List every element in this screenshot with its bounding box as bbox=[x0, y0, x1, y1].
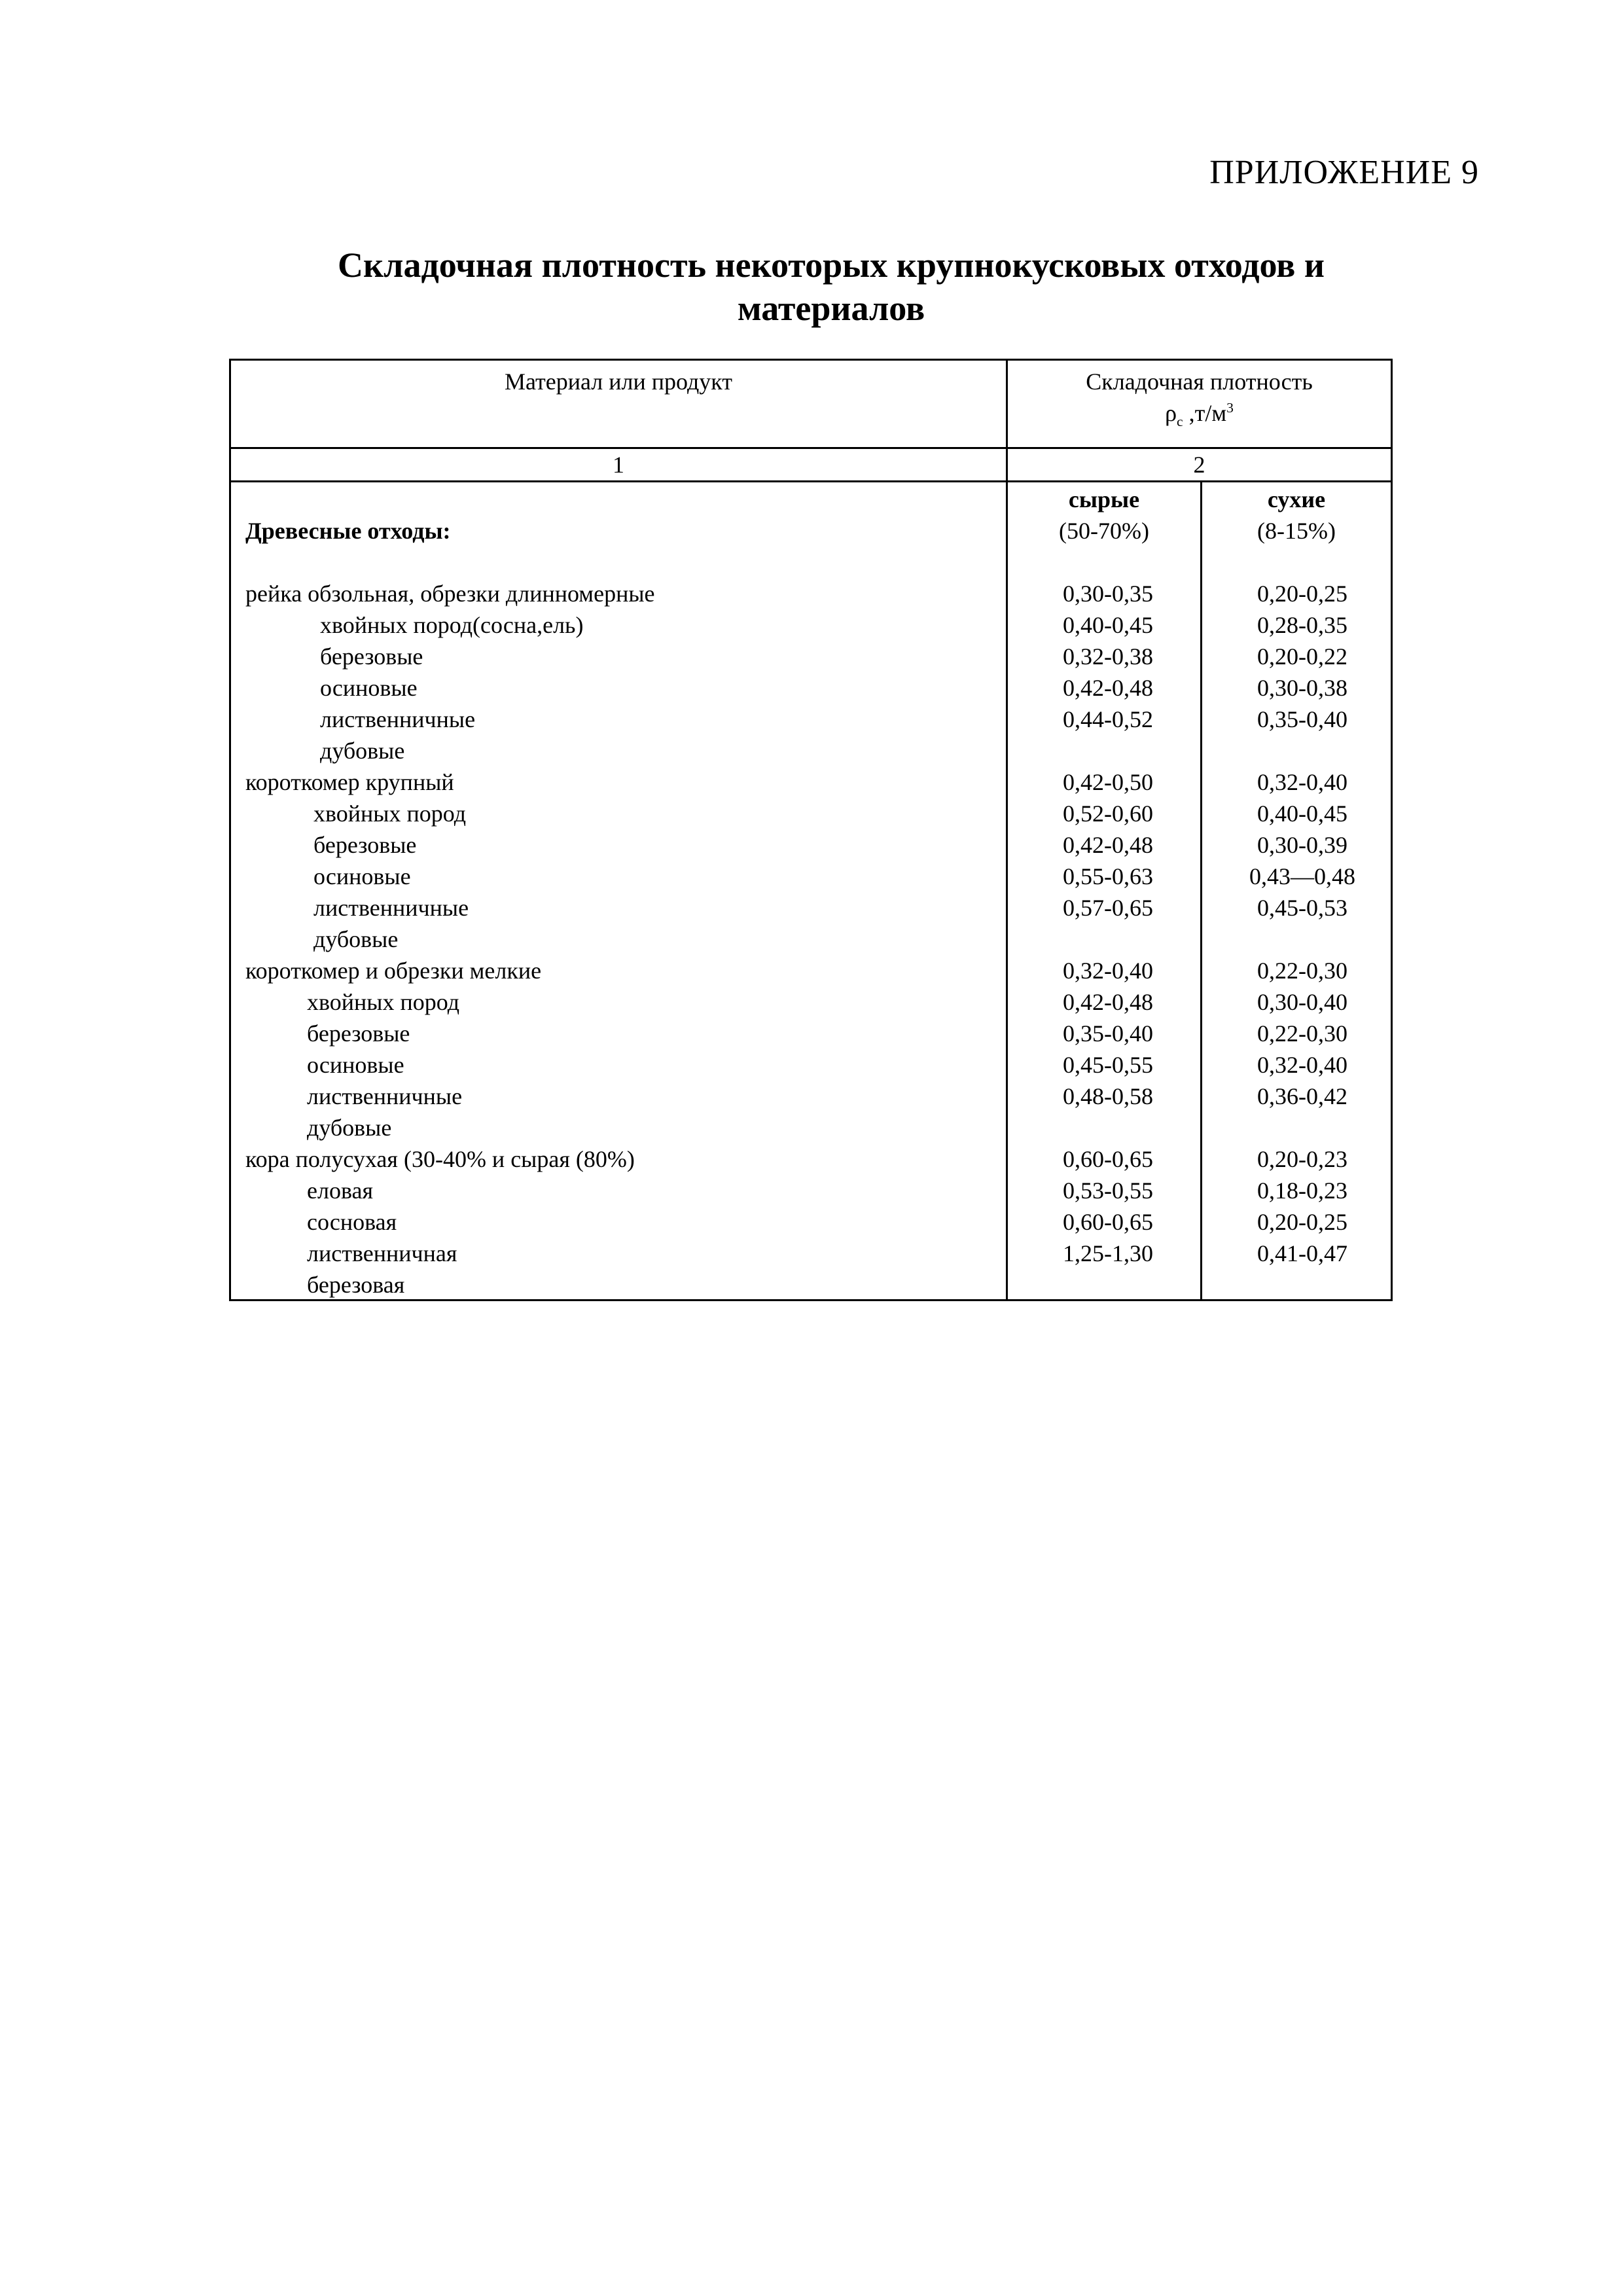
row-material: короткомер крупный bbox=[245, 769, 454, 795]
table-row bbox=[231, 1112, 1391, 1143]
row-dry-density: 0,22-0,30 bbox=[1257, 958, 1347, 984]
title-line-2: материалов bbox=[737, 289, 925, 328]
row-material: лиственничные bbox=[320, 706, 476, 732]
table-row bbox=[231, 609, 1391, 641]
row-material: хвойных пород bbox=[307, 989, 460, 1015]
row-material: лиственничная bbox=[307, 1240, 457, 1266]
row-raw-density: 0,60-0,65 bbox=[1063, 1146, 1153, 1172]
row-dry-density: 0,40-0,45 bbox=[1257, 800, 1347, 827]
row-raw-density: 0,52-0,60 bbox=[1063, 800, 1153, 827]
table-row bbox=[231, 704, 1391, 735]
row-raw-density: 0,57-0,65 bbox=[1063, 895, 1153, 921]
row-raw-density: 0,45-0,55 bbox=[1063, 1052, 1153, 1078]
table-row bbox=[231, 861, 1391, 892]
table-row bbox=[231, 1018, 1391, 1049]
row-dry-density: 0,28-0,35 bbox=[1257, 612, 1347, 638]
header-density bbox=[1008, 366, 1391, 429]
raw-range: (50-70%) bbox=[1059, 518, 1149, 544]
table-row bbox=[231, 892, 1391, 924]
row-dry-density: 0,41-0,47 bbox=[1257, 1240, 1347, 1266]
row-dry-density: 0,45-0,53 bbox=[1257, 895, 1347, 921]
row-raw-density: 0,44-0,52 bbox=[1063, 706, 1153, 732]
density-table bbox=[229, 359, 1393, 1301]
row-material: березовая bbox=[307, 1272, 405, 1298]
table-row bbox=[231, 1206, 1391, 1238]
row-material: лиственничные bbox=[313, 895, 469, 921]
row-raw-density: 0,30-0,35 bbox=[1063, 581, 1153, 607]
table-row bbox=[231, 578, 1391, 609]
column-number-1: 1 bbox=[613, 452, 624, 478]
column-numbers-divider bbox=[231, 480, 1391, 482]
row-raw-density: 0,42-0,48 bbox=[1063, 989, 1153, 1015]
row-dry-density: 0,20-0,22 bbox=[1257, 643, 1347, 670]
row-dry-density: 0,18-0,23 bbox=[1257, 1177, 1347, 1204]
row-material: лиственничные bbox=[307, 1083, 463, 1109]
table-row bbox=[231, 672, 1391, 704]
header-density-unit bbox=[1008, 397, 1391, 429]
row-material: дубовые bbox=[313, 926, 399, 952]
table-row bbox=[231, 766, 1391, 798]
row-dry-density: 0,35-0,40 bbox=[1257, 706, 1347, 732]
table-row bbox=[231, 1049, 1391, 1081]
raw-label: сырые bbox=[1068, 486, 1140, 512]
page-title bbox=[229, 243, 1433, 330]
row-dry-density: 0,22-0,30 bbox=[1257, 1020, 1347, 1047]
dry-range: (8-15%) bbox=[1257, 518, 1336, 544]
table-row bbox=[231, 735, 1391, 766]
row-material: хвойных пород bbox=[313, 800, 467, 827]
table-row bbox=[231, 829, 1391, 861]
row-dry-density: 0,30-0,38 bbox=[1257, 675, 1347, 701]
row-raw-density: 0,32-0,40 bbox=[1063, 958, 1153, 984]
unit-text: ,т/м bbox=[1183, 400, 1227, 426]
row-material: березовые bbox=[307, 1020, 410, 1047]
row-dry-density: 0,20-0,23 bbox=[1257, 1146, 1347, 1172]
table-row bbox=[231, 924, 1391, 955]
row-raw-density: 0,42-0,50 bbox=[1063, 769, 1153, 795]
row-dry-density: 0,20-0,25 bbox=[1257, 1209, 1347, 1235]
row-material: осиновые bbox=[307, 1052, 404, 1078]
row-material: сосновая bbox=[307, 1209, 397, 1235]
row-raw-density: 0,48-0,58 bbox=[1063, 1083, 1153, 1109]
table-row bbox=[231, 1238, 1391, 1269]
row-material: дубовые bbox=[320, 738, 405, 764]
row-raw-density: 0,40-0,45 bbox=[1063, 612, 1153, 638]
row-material: дубовые bbox=[307, 1115, 392, 1141]
row-dry-density: 0,20-0,25 bbox=[1257, 581, 1347, 607]
header-density-title: Складочная плотность bbox=[1086, 368, 1313, 395]
row-material: березовые bbox=[313, 832, 417, 858]
row-raw-density: 0,32-0,38 bbox=[1063, 643, 1153, 670]
row-raw-density: 0,53-0,55 bbox=[1063, 1177, 1153, 1204]
row-dry-density: 0,30-0,40 bbox=[1257, 989, 1347, 1015]
row-raw-density: 0,42-0,48 bbox=[1063, 832, 1153, 858]
row-dry-density: 0,36-0,42 bbox=[1257, 1083, 1347, 1109]
row-raw-density: 0,42-0,48 bbox=[1063, 675, 1153, 701]
title-line-1: Складочная плотность некоторых крупнокусковых отходов и bbox=[338, 245, 1325, 285]
column-number-2: 2 bbox=[1193, 452, 1205, 478]
row-material: осиновые bbox=[313, 863, 411, 889]
table-row bbox=[231, 798, 1391, 829]
row-raw-density: 0,60-0,65 bbox=[1063, 1209, 1153, 1235]
table-row bbox=[231, 955, 1391, 986]
unit-superscript: 3 bbox=[1226, 400, 1234, 416]
row-material: еловая bbox=[307, 1177, 374, 1204]
header-material: Материал или продукт bbox=[504, 368, 733, 395]
appendix-label: ПРИЛОЖЕНИЕ 9 bbox=[1209, 154, 1479, 191]
row-material: хвойных пород(сосна,ель) bbox=[320, 612, 584, 638]
table-row bbox=[231, 1081, 1391, 1112]
row-dry-density: 0,32-0,40 bbox=[1257, 1052, 1347, 1078]
table-row bbox=[231, 986, 1391, 1018]
table-row bbox=[231, 1175, 1391, 1206]
group-label: Древесные отходы: bbox=[245, 518, 451, 544]
row-material: короткомер и обрезки мелкие bbox=[245, 958, 542, 984]
table-row bbox=[231, 1269, 1391, 1300]
row-material: осиновые bbox=[320, 675, 418, 701]
row-dry-density: 0,30-0,39 bbox=[1257, 832, 1347, 858]
rho-symbol: ρ bbox=[1165, 400, 1177, 426]
row-material: березовые bbox=[320, 643, 423, 670]
row-dry-density: 0,43—0,48 bbox=[1249, 863, 1355, 889]
row-material: кора полусухая (30-40% и сырая (80%) bbox=[245, 1146, 635, 1172]
row-raw-density: 1,25-1,30 bbox=[1063, 1240, 1153, 1266]
dry-label: сухие bbox=[1267, 486, 1326, 512]
rho-subscript: с bbox=[1177, 414, 1183, 430]
table-row bbox=[231, 1143, 1391, 1175]
row-dry-density: 0,32-0,40 bbox=[1257, 769, 1347, 795]
table-row bbox=[231, 641, 1391, 672]
row-raw-density: 0,55-0,63 bbox=[1063, 863, 1153, 889]
row-raw-density: 0,35-0,40 bbox=[1063, 1020, 1153, 1047]
row-material: рейка обзольная, обрезки длинномерные bbox=[245, 581, 655, 607]
